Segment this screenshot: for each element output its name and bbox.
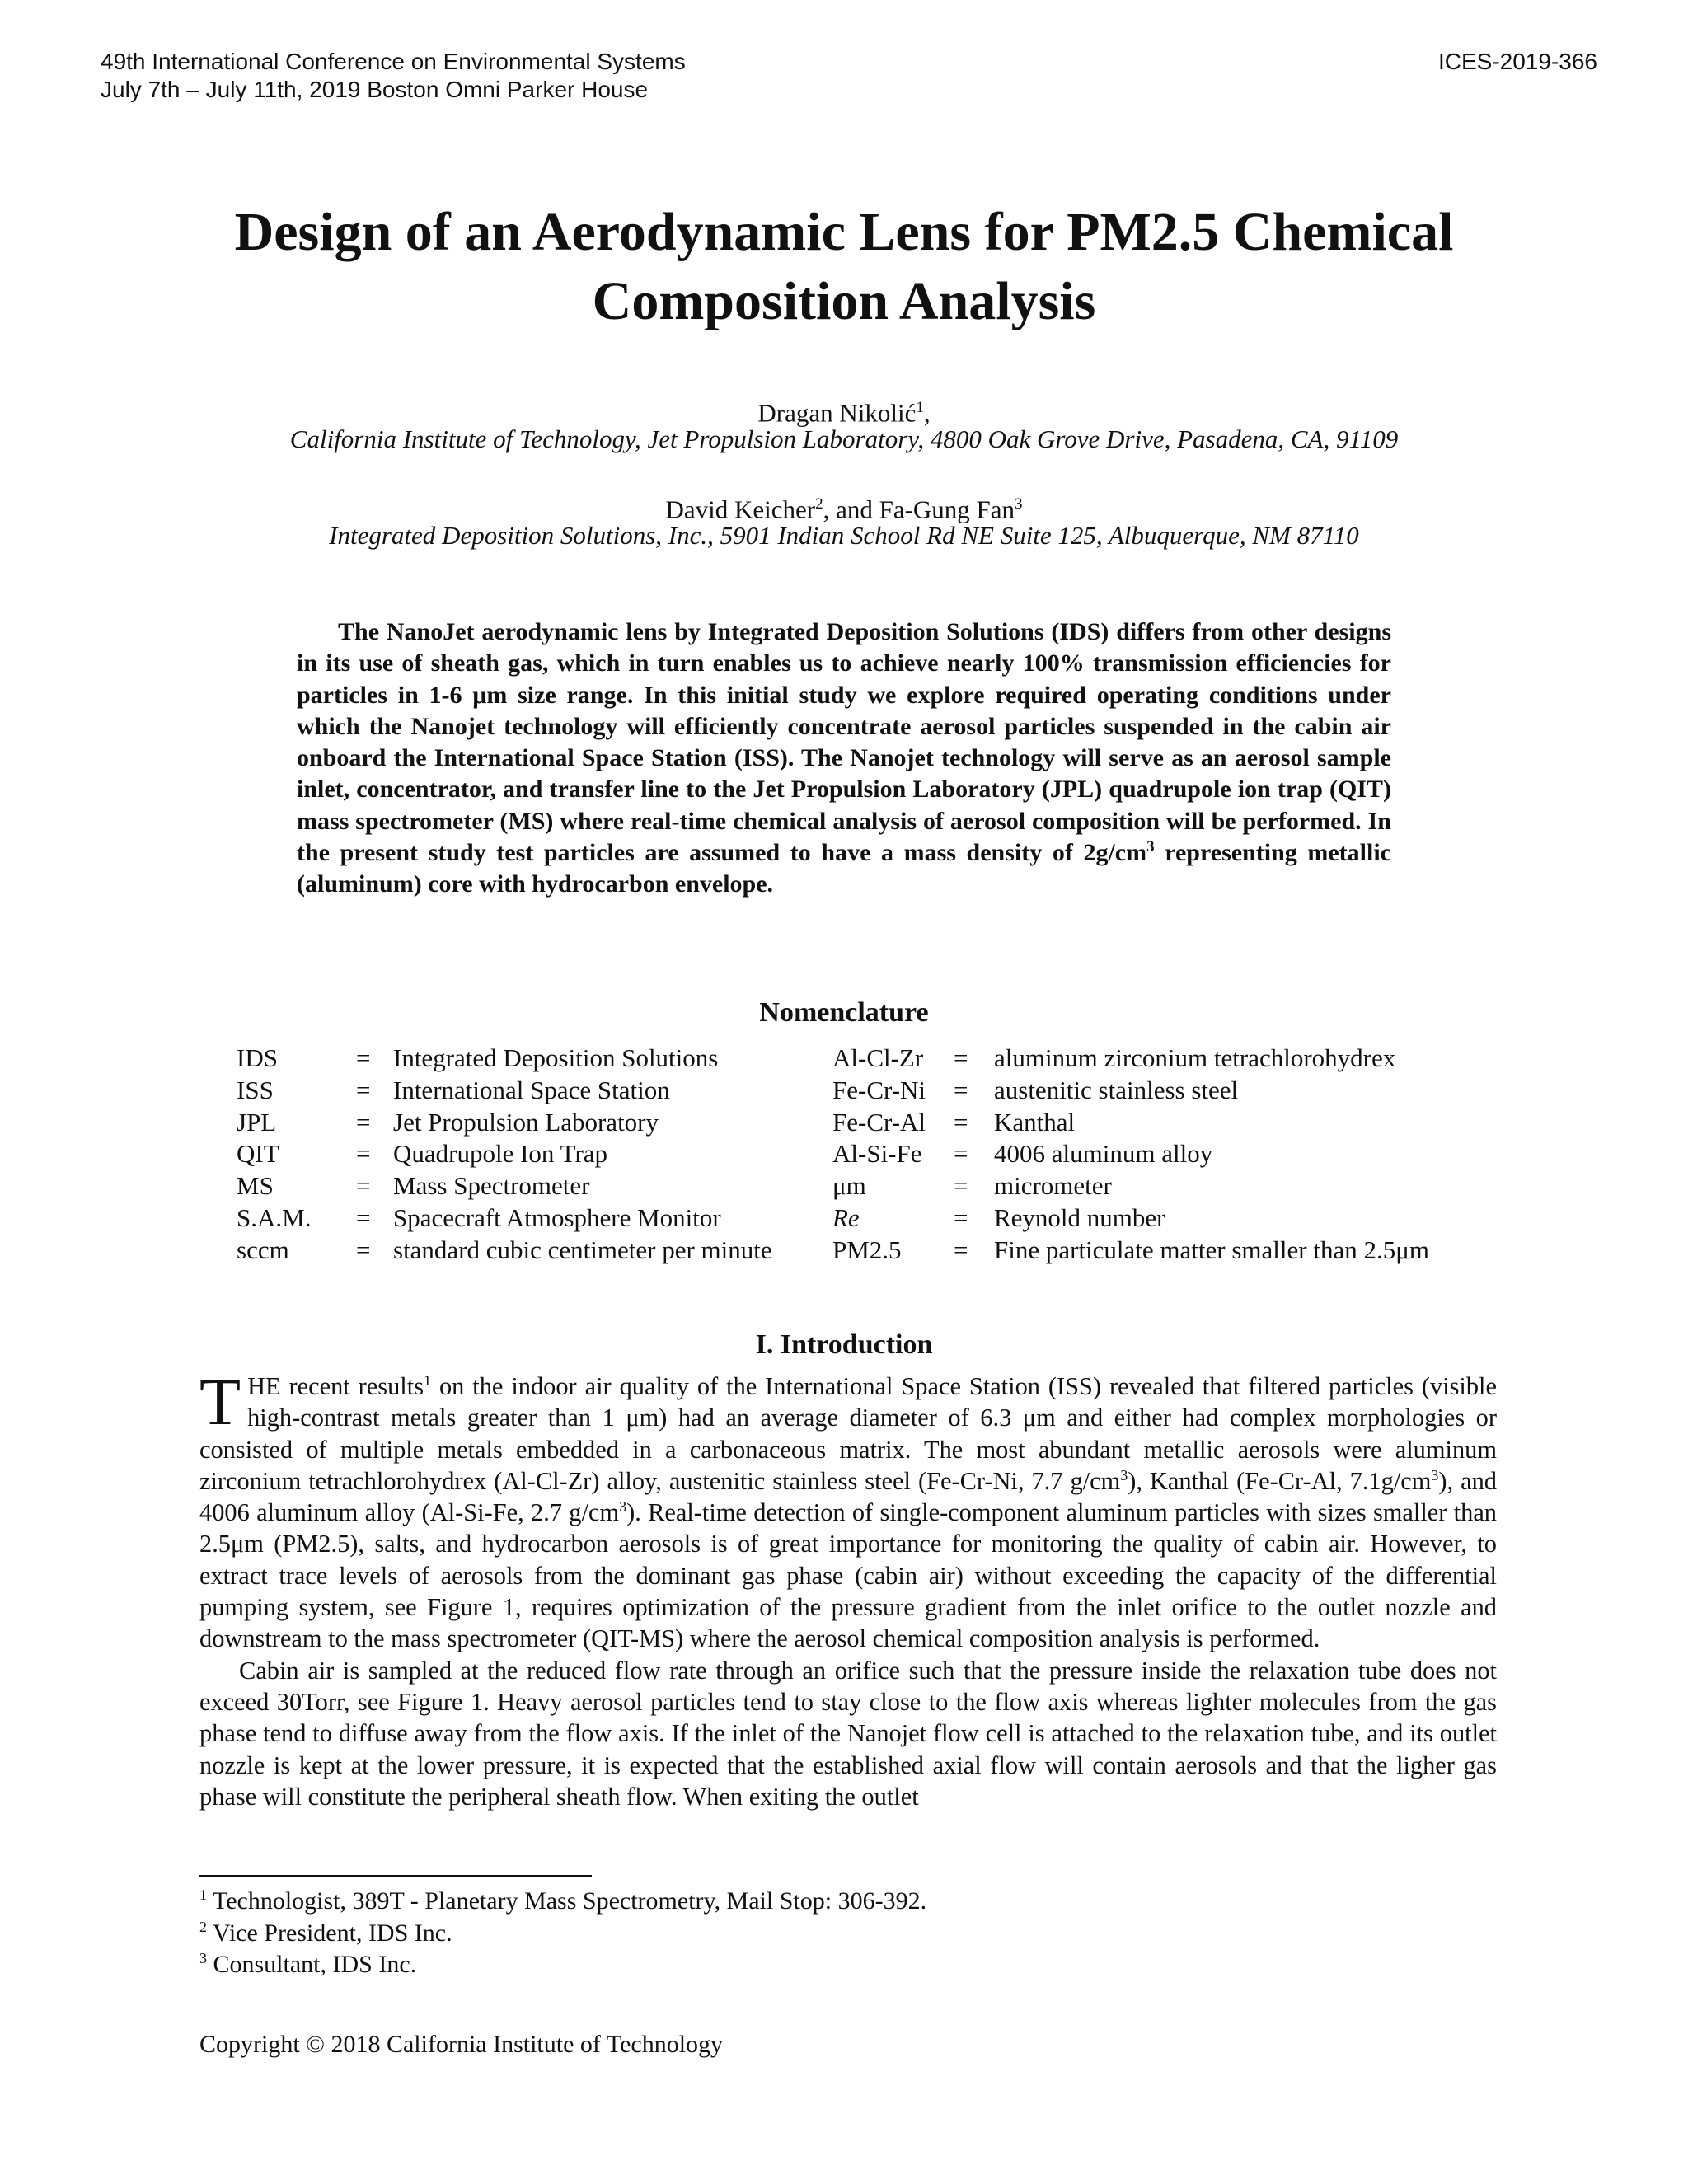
title-line-2: Composition Analysis	[592, 271, 1096, 331]
footnote	[199, 1918, 926, 1950]
abstract-text-tail: representing metallic (aluminum) core with hydrocarbon envelope.	[297, 839, 1391, 898]
nomen-equals: =	[954, 1139, 968, 1169]
nomenclature-heading: Nomenclature	[759, 997, 929, 1028]
nomen-definition: Integrated Deposition Solutions	[393, 1043, 719, 1072]
conference-date-place: July 7th – July 11th, 2019 Boston Omni Parker House	[101, 77, 649, 102]
affiliation-2: Integrated Deposition Solutions, Inc., 5901 Indian School Rd NE Suite 125, Albuquerque, NM 87110	[329, 521, 1359, 550]
drop-cap: T	[199, 1364, 241, 1439]
author-footnote-mark: 1	[916, 399, 924, 416]
nomenclature-entry	[237, 1170, 830, 1202]
nomen-term: PM2.5	[832, 1235, 902, 1264]
nomen-definition: Mass Spectrometer	[393, 1171, 590, 1201]
superscript: 3	[1120, 1466, 1128, 1483]
nomenclature-entry	[237, 1075, 830, 1107]
copyright-notice: Copyright © 2018 California Institute of Technology	[199, 2031, 724, 2058]
nomenclature-entry	[237, 1043, 830, 1075]
nomenclature-entry	[237, 1235, 830, 1267]
abstract-superscript: 3	[1146, 838, 1155, 856]
paper-title	[198, 198, 1490, 336]
nomenclature-entry	[832, 1107, 1492, 1139]
nomen-definition: 4006 aluminum alloy	[994, 1139, 1213, 1169]
author-name: David Keicher	[665, 494, 816, 524]
footnote-number: 2	[199, 1918, 207, 1935]
nomen-equals: =	[356, 1075, 371, 1104]
superscript: 3	[619, 1498, 627, 1516]
nomenclature-left-column	[237, 1043, 830, 1267]
nomen-term: sccm	[237, 1235, 289, 1264]
author-footnote-mark: 2	[815, 495, 823, 513]
nomen-term: ISS	[237, 1075, 274, 1104]
section-heading-introduction: I. Introduction	[755, 1329, 933, 1360]
paragraph-text: on the indoor air quality of the International Space Station (ISS) revealed that filtered particles (visible high-contrast metals greater than 1 μm) had an average diameter of 6.3 μm and either had complex morphologies or consisted of multiple metals embedded in a carbonaceous matrix. The most abundant metallic aerosols were aluminum zirconium tetrachlorohydrex (Al-Cl-Zr) alloy, austenitic stainless steel (Fe-Cr-Ni, 7.7 g/cm	[199, 1372, 1497, 1495]
nomen-term: Al-Cl-Zr	[832, 1043, 924, 1072]
nomen-definition: Quadrupole Ion Trap	[393, 1139, 608, 1169]
footnote-text: Technologist, 389T - Planetary Mass Spectrometry, Mail Stop: 306-392.	[207, 1887, 927, 1915]
nomen-term: QIT	[237, 1139, 279, 1169]
nomen-definition: Kanthal	[994, 1107, 1076, 1137]
nomen-equals: =	[954, 1075, 968, 1104]
footnote-separator	[199, 1875, 592, 1877]
conference-name: 49th International Conference on Environmental Systems	[101, 49, 686, 74]
nomen-definition: Fine particulate matter smaller than 2.5μm	[994, 1235, 1429, 1264]
nomenclature-entry	[832, 1138, 1492, 1170]
nomen-term: IDS	[237, 1043, 278, 1072]
nomenclature-entry	[237, 1202, 830, 1235]
nomen-equals: =	[356, 1107, 371, 1137]
nomen-equals: =	[954, 1235, 968, 1264]
nomen-definition: Reynold number	[994, 1202, 1165, 1232]
author-separator: ,	[923, 398, 931, 428]
nomenclature-right-column	[832, 1043, 1492, 1267]
footnote	[199, 1949, 926, 1981]
nomen-equals: =	[356, 1171, 371, 1201]
nomen-definition: standard cubic centimeter per minute	[393, 1235, 772, 1264]
nomen-equals: =	[954, 1107, 968, 1137]
paragraph-text: ), and 4006 aluminum alloy (Al-Si-Fe, 2.7 g/cm	[199, 1466, 1497, 1527]
nomen-equals: =	[954, 1202, 968, 1232]
affiliation-1: California Institute of Technology, Jet Propulsion Laboratory, 4800 Oak Grove Drive, Pasadena, CA, 91109	[289, 424, 1399, 453]
nomen-term: Re	[832, 1202, 860, 1232]
nomenclature-entry	[832, 1170, 1492, 1202]
nomen-definition: International Space Station	[393, 1075, 670, 1104]
footnote-number: 1	[199, 1886, 207, 1903]
abstract	[297, 616, 1391, 901]
nomen-equals: =	[954, 1171, 968, 1201]
nomen-term: S.A.M.	[237, 1202, 312, 1232]
conference-info	[101, 48, 686, 104]
nomen-equals: =	[356, 1202, 371, 1232]
footnote-text: Consultant, IDS Inc.	[207, 1951, 417, 1978]
citation-mark: 1	[424, 1371, 432, 1389]
nomenclature-entry	[237, 1107, 830, 1139]
paper-id: ICES-2019-366	[1437, 49, 1597, 74]
nomen-term: Fe-Cr-Ni	[832, 1075, 926, 1104]
nomen-equals: =	[954, 1043, 968, 1072]
nomen-definition: austenitic stainless steel	[994, 1075, 1239, 1104]
nomen-definition: Spacecraft Atmosphere Monitor	[393, 1202, 721, 1232]
footnotes	[199, 1886, 926, 1981]
introduction-body	[199, 1364, 1497, 1812]
nomenclature-entry	[832, 1043, 1492, 1075]
superscript: 3	[1431, 1466, 1439, 1483]
author-name: , and Fa-Gung Fan	[823, 494, 1015, 524]
nomen-term: MS	[237, 1171, 274, 1201]
footnote-text: Vice President, IDS Inc.	[207, 1919, 452, 1947]
author-footnote-mark: 3	[1015, 495, 1023, 513]
nomenclature-entry	[832, 1235, 1492, 1267]
abstract-text: The NanoJet aerodynamic lens by Integrated Deposition Solutions (IDS) differs from other designs in its use of sheath gas, which in turn enables us to achieve nearly 100% transmission efficiencies for particles in 1-6 μm size range. In this initial study we explore required operating conditions under which the Nanojet technology will efficiently concentrate aerosol particles suspended in the cabin air onboard the International Space Station (ISS). The Nanojet technology will serve as an aerosol sample inlet, concentrator, and transfer line to the Jet Propulsion Laboratory (JPL) quadrupole ion trap (QIT) mass spectrometer (MS) where real-time chemical analysis of aerosol composition will be performed. In the present study test particles are assumed to have a mass density of 2g/cm	[297, 618, 1391, 867]
nomen-definition: micrometer	[994, 1171, 1112, 1201]
nomenclature-entry	[832, 1202, 1492, 1235]
author-name: Dragan Nikolić	[757, 398, 917, 428]
nomenclature-entry	[237, 1138, 830, 1170]
paragraph-text: ). Real-time detection of single-component aluminum particles with sizes smaller than 2.5μm (PM2.5), salts, and hydrocarbon aerosols is of great importance for monitoring the quality of cabin air. However, to extract trace levels of aerosols from the dominant gas phase (cabin air) without exceeding the capacity of the differential pumping system, see Figure 1, requires optimization of the pressure gradient from the inlet orifice to the outlet nozzle and downstream to the mass spectrometer (QIT-MS) where the aerosol chemical composition analysis is performed.	[199, 1498, 1497, 1653]
nomen-equals: =	[356, 1139, 371, 1169]
paragraph	[199, 1364, 1497, 1655]
nomen-equals: =	[356, 1043, 371, 1072]
nomen-term: JPL	[237, 1107, 277, 1137]
paragraph-text: HE recent results	[247, 1372, 424, 1400]
paragraph-text: ), Kanthal (Fe-Cr-Al, 7.1g/cm	[1128, 1466, 1432, 1495]
nomen-term: μm	[832, 1171, 866, 1201]
paragraph: Cabin air is sampled at the reduced flow rate through an orifice such that the pressure inside the relaxation tube does not exceed 30Torr, see Figure 1. Heavy aerosol particles tend to stay close to the flow axis whereas lighter molecules from the gas phase tend to diffuse away from the flow axis. If the inlet of the Nanojet flow cell is attached to the relaxation tube, and its outlet nozzle is kept at the lower pressure, it is expected that the established axial flow will contain aerosols and that the ligher gas phase will constitute the peripheral sheath flow. When exiting the outlet	[199, 1656, 1497, 1811]
footnote-number: 3	[199, 1950, 207, 1966]
title-line-1: Design of an Aerodynamic Lens for PM2.5 Chemical	[234, 202, 1454, 262]
nomen-term: Al-Si-Fe	[832, 1139, 922, 1169]
nomen-definition: Jet Propulsion Laboratory	[393, 1107, 659, 1137]
nomen-definition: aluminum zirconium tetrachlorohydrex	[994, 1043, 1396, 1072]
nomenclature-entry	[832, 1075, 1492, 1107]
nomen-term: Fe-Cr-Al	[832, 1107, 926, 1137]
footnote	[199, 1886, 926, 1918]
nomen-equals: =	[356, 1235, 371, 1264]
